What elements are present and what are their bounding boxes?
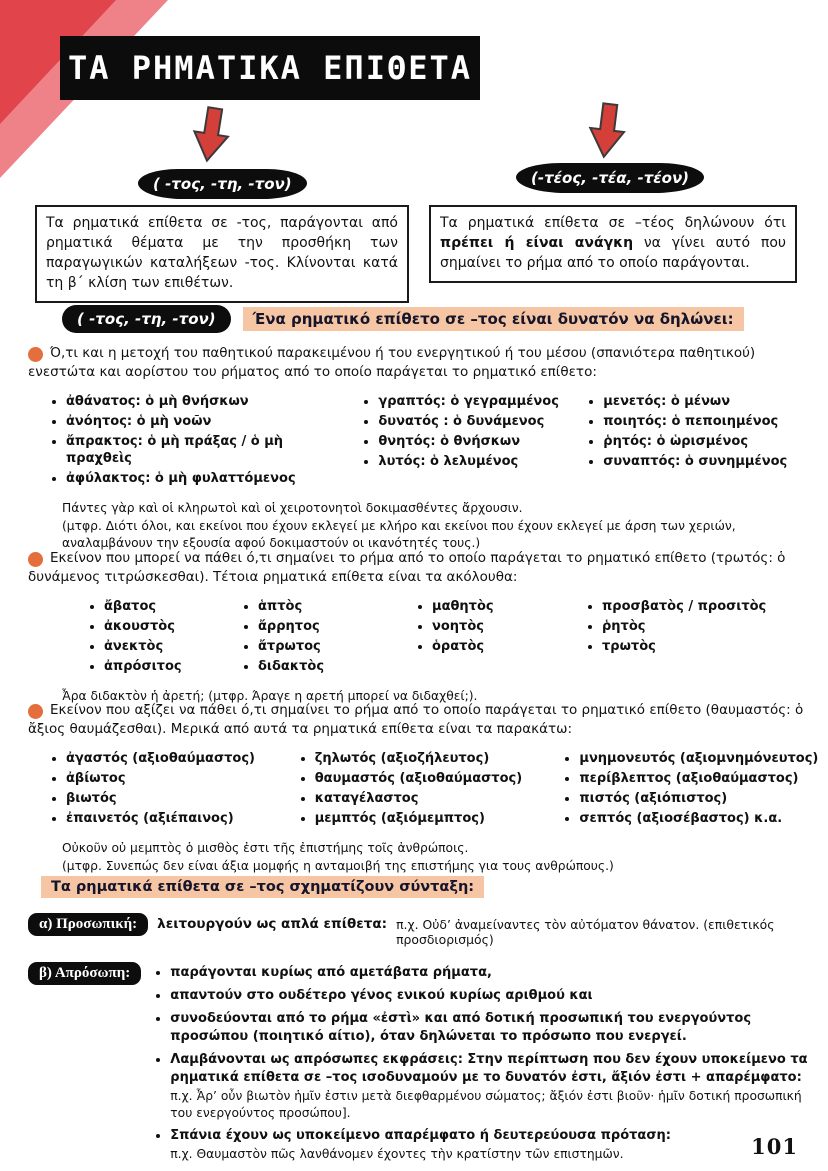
definition-teos-suffix: να γίνει αυτό που σημαίνει το ρήμα από το οποίο παράγονται.	[440, 234, 786, 271]
impersonal-item	[170, 964, 818, 982]
word-list-column	[412, 596, 570, 679]
section-heading: Ένα ρηματικό επίθετο σε –τος είναι δυνατόν να δηλώνει:	[243, 307, 744, 331]
example-block	[62, 500, 820, 553]
list-item: • νοητὸς	[432, 619, 570, 636]
list-item: • γραπτός: ὁ γεγραμμένος	[378, 394, 569, 411]
point-text: Ό,τι και η μετοχή του παθητικού παρακειμένου ή του ενεργητικού ή του μέσου (σπανιότερα παθητικού) ενεστώτα και αορίστου του ρήματος από το οποίο παράγεται το ρηματικό επίθετο:	[28, 345, 756, 381]
list-item: • θαυμαστός (αξιοθαύμαστος)	[315, 771, 550, 788]
word-list-column	[46, 391, 344, 490]
list-item: • διδακτὸς	[258, 659, 400, 676]
list-item: • ῥητὸς	[602, 619, 810, 636]
list-item: • ἀκουστὸς	[104, 619, 226, 636]
list-item: • ποιητός: ὁ πεποιημένος	[603, 414, 820, 431]
example-quote: Οὐκοῦν οὐ μεμπτὸς ὁ μισθὸς ἐστι τῆς ἐπιστήμης τοῖς ἀνθρώποις.	[62, 840, 469, 855]
example-translation: (μτφρ. Διότι όλοι, και εκείνοι που έχουν εκλεγεί με κλήρο και εκείνοι που έχουν εκλεγεί με άρση των χεριών, αναλαμβάνουν την εξουσία αφού δοκιμαστούν οι ικανότητές τους.)	[62, 518, 736, 551]
list-item: • ὁρατὸς	[432, 639, 570, 656]
definition-box-teos	[429, 205, 797, 283]
word-list-columns	[46, 748, 820, 831]
list-item: • θνητός: ὁ θνήσκων	[378, 434, 569, 451]
example-block	[62, 840, 820, 875]
suffix-badge-teos: (-τέος, -τέα, -τέον)	[516, 163, 704, 193]
list-item: • ἐπαινετός (αξιέπαινος)	[66, 811, 285, 828]
list-item: • δυνατός : ὁ δυνάμενος	[378, 414, 569, 431]
list-item: • σεπτός (αξιοσέβαστος) κ.α.	[579, 811, 820, 828]
word-list-column	[238, 596, 400, 679]
definition-teos-bold: πρέπει ή είναι ανάγκη	[440, 234, 634, 251]
point-text-wrap	[28, 701, 820, 739]
impersonal-item	[170, 1127, 818, 1163]
personal-badge: α) Προσωπική:	[28, 913, 148, 936]
list-item: • ῥητός: ὁ ὡρισμένος	[603, 434, 820, 451]
point-text: Εκείνον που αξίζει να πάθει ό,τι σημαίνει το ρήμα από το οποίο παράγεται το ρηματικό επίθετο (θαυμαστός: ὁ ἄξιος θαυμάζεσθαι). Μερικά από αυτά τα ρηματικά επίθετα είναι τα παρακάτω:	[28, 702, 804, 738]
syntax-impersonal-row	[28, 962, 820, 1167]
list-item: • ἀνόητος: ὁ μὴ νοῶν	[66, 414, 344, 431]
list-item: • ἁπτὸς	[258, 599, 400, 616]
list-item: • μενετός: ὁ μένων	[603, 394, 820, 411]
impersonal-item-text: παράγονται κυρίως από αμετάβατα ρήματα,	[170, 965, 492, 980]
section-heading-row	[62, 305, 744, 333]
arrow-down-icon	[583, 100, 632, 163]
word-list-column	[84, 596, 226, 679]
page-title-banner	[60, 36, 480, 100]
list-item: • περίβλεπτος (αξιοθαύμαστος)	[579, 771, 820, 788]
impersonal-badge: β) Απρόσωπη:	[28, 962, 141, 985]
word-list-columns	[46, 391, 820, 490]
syntax-heading: Τα ρηματικά επίθετα σε –τος σχηματίζουν σύνταξη:	[41, 876, 484, 898]
syntax-personal-row	[28, 913, 820, 947]
list-item: • ἀνεκτὸς	[104, 639, 226, 656]
point-text: Εκείνον που μπορεί να πάθει ό,τι σημαίνει το ρήμα από το οποίο παράγεται το ρηματικό επίθετο (τρωτός: ὁ δυνάμενος τιτρώσκεσθαι). Τέτοια ρηματικά επίθετα είναι τα ακόλουθα:	[28, 550, 786, 586]
bullet-dot-icon	[28, 347, 43, 362]
list-item: • βιωτός	[66, 791, 285, 808]
list-item: • ἀθάνατος: ὁ μὴ θνήσκων	[66, 394, 344, 411]
suffix-badge-tos: ( -τος, -τη, -τον)	[138, 169, 307, 199]
list-item: • λυτός: ὁ λελυμένος	[378, 454, 569, 471]
personal-function-label: λειτουργούν ως απλά επίθετα:	[157, 916, 388, 932]
impersonal-list	[150, 964, 818, 1167]
list-item: • καταγέλαστος	[315, 791, 550, 808]
word-list-column	[582, 596, 810, 679]
section-badge-tos: ( -τος, -τη, -τον)	[62, 305, 231, 333]
point-can-suffer	[28, 549, 820, 706]
impersonal-item	[170, 1051, 818, 1122]
personal-example: π.χ. Οὐδ’ ἀναμείναντες τὸν αὐτόματον θάνατον. (επιθετικός προσδιορισμός)	[396, 917, 775, 947]
definition-box-tos: Τα ρηματικά επίθετα σε -τος, παράγονται από ρηματικά θέματα με την προσθήκη των παραγωγικών καταλήξεων -τος. Κλίνονται κατά τη β΄ κλίση των επιθέτων.	[35, 205, 409, 303]
point-text-wrap	[28, 344, 820, 382]
impersonal-item-example: π.χ. Ἆρ’ οὖν βιωτὸν ἡμῖν ἐστιν μετὰ διεφθαρμένου σώματος; ἄξιόν ἐστι βιοῦν· ἡμῖν δοτική προσωπική του ενεργούντος προσώπου].	[170, 1088, 802, 1120]
list-item: • τρωτὸς	[602, 639, 810, 656]
list-item: • ἀπρόσιτος	[104, 659, 226, 676]
list-item: • προσβατὸς / προσιτὸς	[602, 599, 810, 616]
list-item: • συναπτός: ὁ συνημμένος	[603, 454, 820, 471]
list-item: • μαθητὸς	[432, 599, 570, 616]
page-number: 101	[751, 1134, 798, 1159]
example-quote: Πάντες γὰρ καὶ οἱ κληρωτοὶ καὶ οἱ χειροτονητοὶ δοκιμασθέντες ἄρχουσιν.	[62, 500, 523, 515]
arrow-down-icon	[186, 103, 237, 167]
definition-teos-prefix: Τα ρηματικά επίθετα σε –τέος δηλώνουν ότι	[440, 215, 786, 231]
list-item: • μνημονευτός (αξιομνημόνευτος)	[579, 751, 820, 768]
impersonal-item-text: συνοδεύονται από το ρήμα «ἐστὶ» και από δοτική προσωπική του ενεργούντος προσώπου (ποιητικό αίτιο), όταν δηλώνεται το πρόσωπο που ενεργεί.	[170, 1010, 752, 1044]
impersonal-item	[170, 987, 818, 1005]
word-list-columns	[84, 596, 820, 679]
list-item: • ἀβίωτος	[66, 771, 285, 788]
example-translation: (μτφρ. Συνεπώς δεν είναι άξια μομφής η ανταμοιβή της επιστήμης για τους ανθρώπους.)	[62, 859, 614, 874]
point-meaning-participle	[28, 344, 820, 552]
impersonal-item-text: Λαμβάνονται ως απρόσωπες εκφράσεις: Στην περίπτωση που δεν έχουν υποκείμενο τα ρηματικά επίθετα σε –τος ισοδυναμούν με το δυνατόν ἐστι, ἄξιόν ἐστι + απαρέμφατο:	[170, 1051, 808, 1085]
point-worth-suffering	[28, 701, 820, 875]
list-item: • ἄβατος	[104, 599, 226, 616]
list-item: • πιστός (αξιόπιστος)	[579, 791, 820, 808]
list-item: • ἀγαστός (αξιοθαύμαστος)	[66, 751, 285, 768]
syntax-section	[28, 876, 820, 1167]
page-title: ΤΑ ΡΗΜΑΤΙΚΑ ΕΠΙΘΕΤΑ	[67, 49, 473, 87]
word-list-column	[559, 748, 820, 831]
list-item: • μεμπτός (αξιόμεμπτος)	[315, 811, 550, 828]
impersonal-item-text: Σπάνια έχουν ως υποκείμενο απαρέμφατο ή δευτερεύουσα πρόταση:	[170, 1127, 671, 1143]
word-list-column	[295, 748, 550, 831]
point-text-wrap	[28, 549, 820, 587]
impersonal-item-example: π.χ. Θαυμαστὸν πῶς λανθάνομεν έχοντες τὴν κρατίστην τῶν επιστημῶν.	[170, 1146, 624, 1161]
list-item: • ἀφύλακτος: ὁ μὴ φυλαττόμενος	[66, 471, 344, 488]
word-list-column	[583, 391, 820, 490]
impersonal-item-text: απαντούν στο ουδέτερο γένος ενικού κυρίως αριθμού και	[170, 987, 593, 1003]
list-item: • ἄπρακτος: ὁ μὴ πράξας / ὁ μὴ πραχθεὶς	[66, 434, 344, 468]
impersonal-item	[170, 1010, 818, 1046]
bullet-dot-icon	[28, 704, 43, 719]
list-item: • ζηλωτός (αξιοζήλευτος)	[315, 751, 550, 768]
example-quote: Ἆρα διδακτὸν ἡ ἀρετή; (μτφρ. Άραγε η αρετή μπορεί να διδαχθεί;).	[62, 688, 478, 703]
bullet-dot-icon	[28, 552, 43, 567]
list-item: • ἄρρητος	[258, 619, 400, 636]
word-list-column	[358, 391, 569, 490]
word-list-column	[46, 748, 285, 831]
list-item: • ἄτρωτος	[258, 639, 400, 656]
